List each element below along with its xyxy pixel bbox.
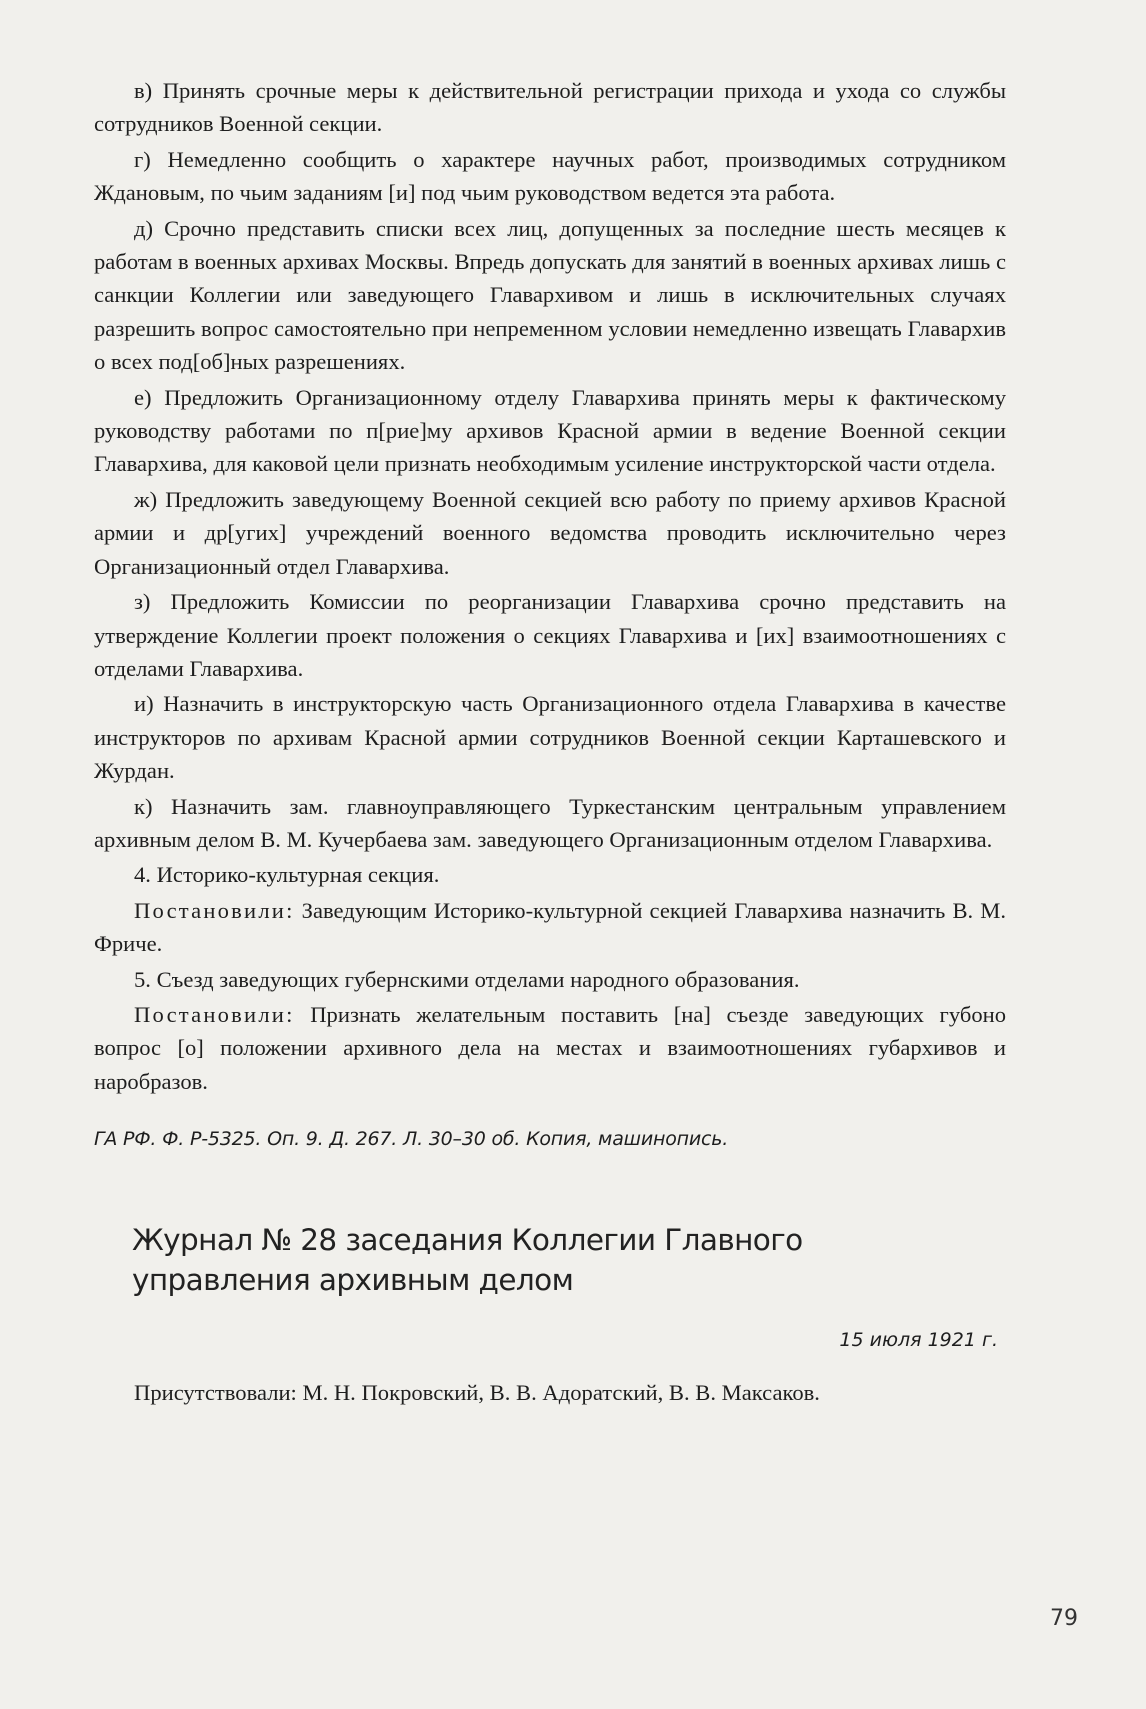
- page-content: [94, 74, 1006, 1409]
- resolution-label: Постановили:: [134, 1001, 295, 1027]
- paragraph-zh: ж) Предложить заведующему Военной секцией всю работу по приему архивов Красной армии и др[угих] учреждений военного ведомства проводить исключительно через Организационный отдел Главархива.: [94, 486, 1006, 579]
- document-title: [132, 1220, 1006, 1300]
- resolution-label: Постановили:: [134, 897, 295, 923]
- resolution-text: Признать желательным поставить [на] съезде заведующих губоно вопрос [о] положении архивного дела на местах и взаимоотношениях губархивов и наробразов.: [94, 1001, 1007, 1094]
- resolution-item-5: [94, 998, 1006, 1098]
- paragraph-d: д) Срочно представить списки всех лиц, допущенных за последние шесть месяцев к работам в военных архивах Москвы. Впредь допускать для занятий в военных архивах лишь с санкции Коллегии или заведующего Главархивом и лишь в исключительных случаях разрешить вопрос самостоятельно при непременном условии немедленно извещать Главархив о всех под[об]ных разрешениях.: [94, 215, 1006, 375]
- paragraph-k: к) Назначить зам. главноуправляющего Туркестанским центральным управлением архивным делом В. М. Кучербаева зам. заведующего Организационным отделом Главархива.: [94, 793, 1006, 852]
- document-title-line-2: управления архивным делом: [132, 1263, 574, 1298]
- paragraph-i: и) Назначить в инструкторскую часть Организационного отдела Главархива в качестве инструкторов по архивам Красной армии сотрудников Военной секции Карташевского и Журдан.: [94, 691, 1006, 784]
- agenda-item-4: 4. Историко-культурная секция.: [134, 862, 440, 888]
- page-number: 79: [1050, 1605, 1078, 1631]
- document-date: 15 июля 1921 г.: [839, 1329, 998, 1352]
- source-citation: ГА РФ. Ф. Р-5325. Оп. 9. Д. 267. Л. 30–30 об. Копия, машинопись.: [94, 1128, 729, 1151]
- paragraph-g: г) Немедленно сообщить о характере научных работ, производимых сотрудником Ждановым, по чьим заданиям [и] под чьим руководством ведется эта работа.: [94, 146, 1006, 206]
- resolution-text: Заведующим Историко-культурной секцией Главархива назначить В. М. Фриче.: [94, 897, 1006, 957]
- document-title-line-1: Журнал № 28 заседания Коллегии Главного: [132, 1223, 803, 1258]
- paragraph-e: е) Предложить Организационному отделу Главархива принять меры к фактическому руководству работами по п[рие]му архивов Красной армии в ведение Военной секции Главархива, для каковой цели признать необходимым усиление инструкторской части отдела.: [94, 384, 1006, 477]
- agenda-item-5: 5. Съезд заведующих губернскими отделами народного образования.: [134, 966, 800, 992]
- paragraph-z: з) Предложить Комиссии по реорганизации Главархива срочно представить на утверждение Коллегии проект положения о секциях Главархива и [их] взаимоотношениях с отделами Главархива.: [94, 589, 1006, 681]
- paragraph-v: в) Принять срочные меры к действительной регистрации прихода и ухода со службы сотрудников Военной секции.: [94, 78, 1006, 137]
- attendees: Присутствовали: М. Н. Покровский, В. В. Адоратский, В. В. Максаков.: [134, 1379, 820, 1405]
- resolution-item-4: [94, 894, 1006, 961]
